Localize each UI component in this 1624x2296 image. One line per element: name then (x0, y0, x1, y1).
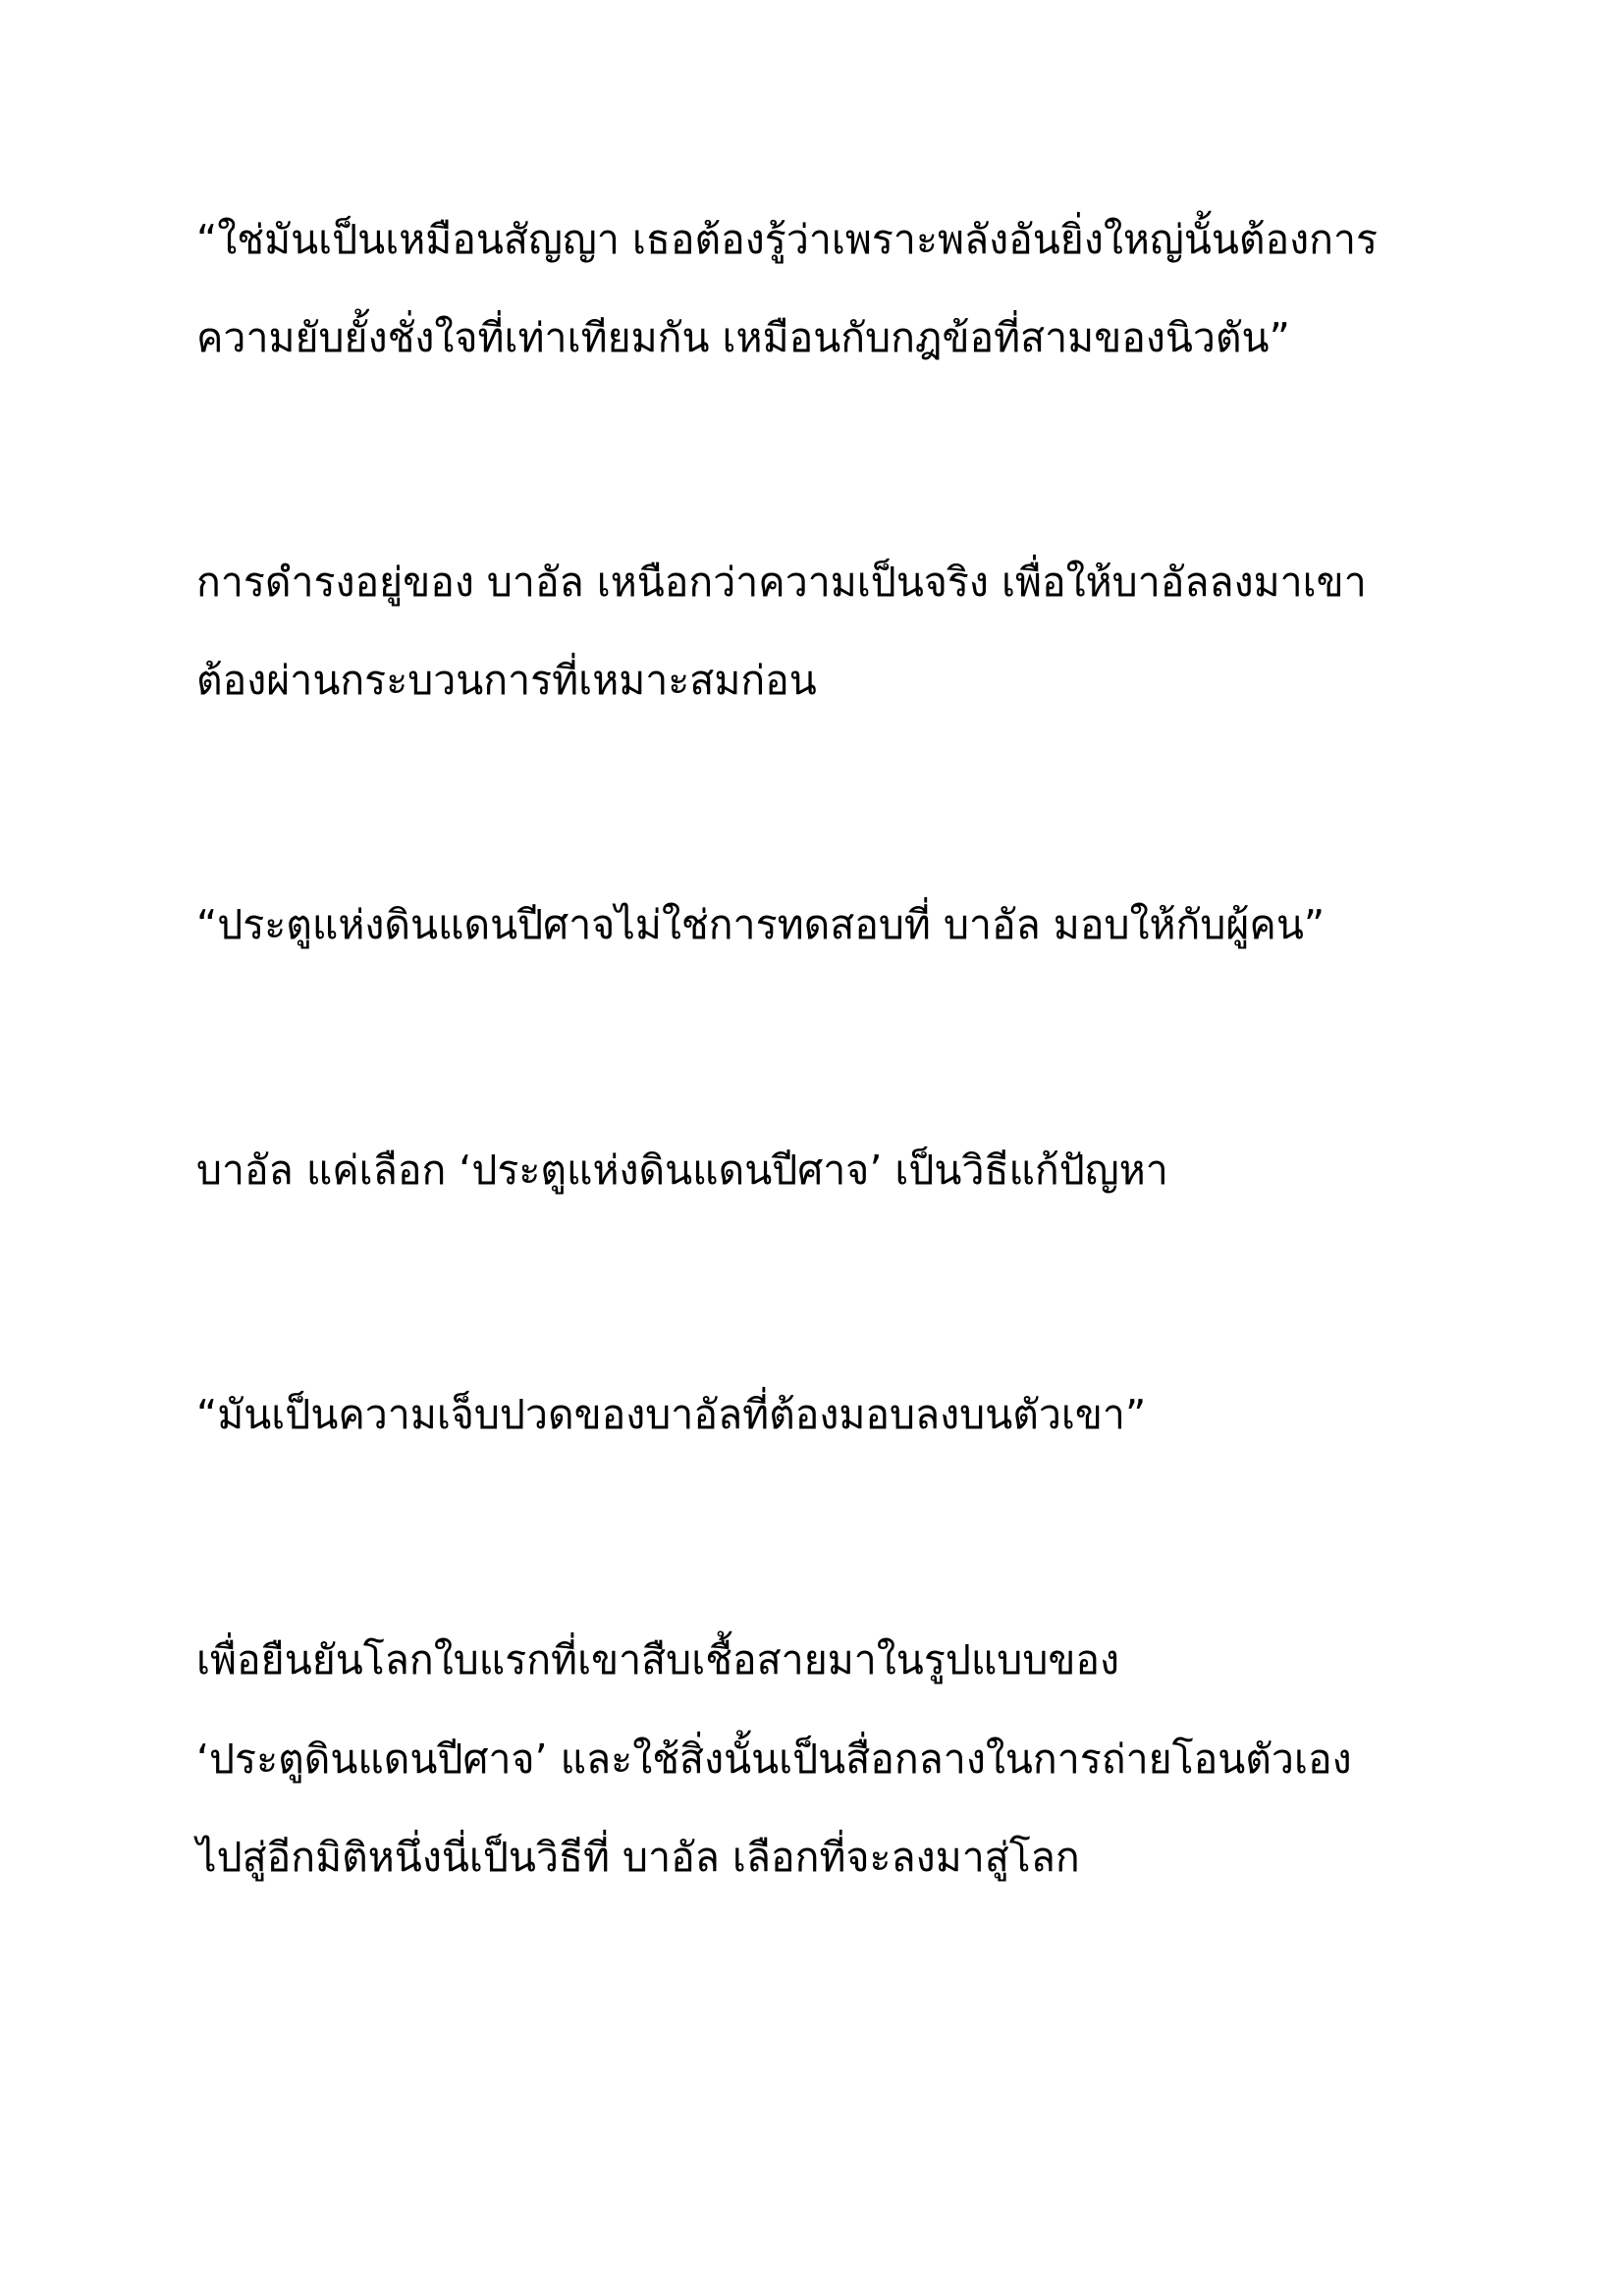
paragraph-line: ‘ประตูดินแดนปีศาจ’ และใช้สิ่งนั้นเป็นสื่อกลางในการถ่ายโอนตัวเอง (196, 1735, 1352, 1783)
paragraph-line: ต้องผ่านกระบวนการที่เหมาะสมก่อน (196, 657, 817, 704)
paragraph-line: “ใช่มันเป็นเหมือนสัญญา เธอต้องรู้ว่าเพราะพลังอันยิ่งใหญ่นั้นต้องการ (196, 216, 1379, 263)
paragraph-line: ไปสู่อีกมิติหนึ่งนี่เป็นวิธีที่ บาอัล เลือกที่จะลงมาสู่โลก (196, 1834, 1080, 1881)
paragraph-line: บาอัล แค่เลือก ‘ประตูแห่งดินแดนปีศาจ’ เป็นวิธีแก้ปัญหา (196, 1147, 1168, 1194)
paragraph-line: “มันเป็นความเจ็บปวดของบาอัลที่ต้องมอบลงบนตัวเขา” (196, 1391, 1147, 1438)
paragraph-line: เพื่อยืนยันโลกใบแรกที่เขาสืบเชื้อสายมาในรูปแบบของ (196, 1636, 1120, 1683)
paragraph-line: การดำรงอยู่ของ บาอัล เหนือกว่าความเป็นจริง เพื่อให้บาอัลลงมาเขา (196, 559, 1367, 606)
paragraph-line: “ประตูแห่งดินแดนปีศาจไม่ใช่การทดสอบที่ บาอัล มอบให้กับผู้คน” (196, 901, 1326, 948)
paragraph-line: ความยับยั้งชั่งใจที่เท่าเทียมกัน เหมือนกับกฎข้อที่สามของนิวตัน” (196, 314, 1290, 361)
